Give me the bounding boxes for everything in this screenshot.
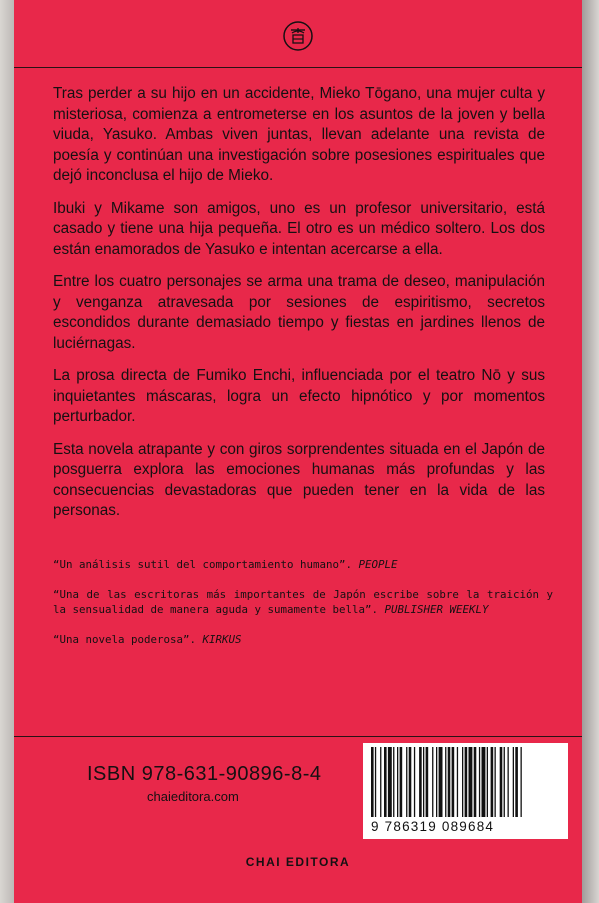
quote-text: “Una novela poderosa”.	[53, 632, 197, 646]
barcode-bar	[474, 747, 477, 817]
barcode-bar	[491, 747, 494, 817]
barcode-bar	[419, 747, 422, 817]
barcode-bar	[495, 747, 496, 817]
barcode-bar	[457, 747, 458, 817]
synopsis	[53, 84, 545, 534]
synopsis-paragraph-4: La prosa directa de Fumiko Enchi, influenciada por el teatro Nō y sus inquietantes máscaras, logra un efecto hipnótico y por momentos perturbador.	[53, 367, 545, 425]
barcode-bar	[436, 747, 437, 817]
barcode-bar	[445, 747, 446, 817]
barcode-bar	[375, 747, 376, 817]
quote-kirkus	[53, 632, 553, 648]
barcode-bar	[439, 747, 443, 817]
book-spine-edge	[0, 0, 14, 903]
barcode-bar	[469, 747, 473, 817]
barcode-bar	[465, 747, 468, 817]
quote-source: KIRKUS	[202, 632, 242, 646]
book-right-edge	[582, 0, 599, 903]
quote-source: PEOPLE	[358, 558, 398, 571]
barcode-bar	[504, 747, 505, 817]
synopsis-paragraph-2: Ibuki y Mikame son amigos, uno es un profesor universitario, está casado y tiene una hija pequeña. El otro es un médico soltero. Los dos están enamorados de Yasuko e intentan acercarse a ella.	[53, 199, 545, 258]
barcode-bar	[448, 747, 451, 817]
barcode	[363, 743, 568, 839]
press-quotes	[53, 557, 553, 661]
bottom-divider	[14, 736, 582, 737]
publisher-name: CHAI EDITORA	[245, 855, 351, 869]
barcode-bar	[397, 747, 398, 817]
quote-text: “Una de las escritoras más importantes de Japón escribe sobre la traición y la sensualidad de manera aguda y sumamente bella”.	[53, 587, 553, 616]
barcode-bar	[487, 747, 488, 817]
barcode-bar	[513, 747, 514, 817]
back-cover	[14, 0, 582, 903]
chai-teacup-logo-icon	[282, 20, 314, 52]
top-divider	[14, 67, 582, 68]
barcode-bar	[482, 747, 486, 817]
barcode-bar	[515, 747, 518, 817]
barcode-bar	[400, 747, 403, 817]
barcode-bar	[508, 747, 509, 817]
barcode-bar	[462, 747, 463, 817]
quote-publisher-weekly	[53, 587, 553, 618]
quote-people	[53, 557, 553, 573]
publisher-website: chaieditora.com	[147, 789, 239, 804]
barcode-bar	[423, 747, 424, 817]
barcode-bar	[426, 747, 429, 817]
barcode-bars	[369, 747, 562, 817]
synopsis-paragraph-1: Tras perder a su hijo en un accidente, Mieko Tōgano, una mujer culta y misteriosa, comienza a entrometerse en los asuntos de la joven y bella viuda, Yasuko. Ambas viven juntas, llevan adelante una revista de poesía y continúan una investigación sobre posesiones espirituales que dejó inconclusa el hijo de Mieko.	[53, 85, 545, 184]
barcode-bar	[500, 747, 503, 817]
isbn-number: ISBN 978-631-90896-8-4	[87, 763, 322, 785]
barcode-bar	[371, 747, 374, 817]
barcode-digits: 9 786319 089684	[371, 819, 495, 834]
barcode-bar	[521, 747, 522, 817]
barcode-bar	[406, 747, 407, 817]
quote-text: “Un análisis sutil del comportamiento humano”.	[53, 558, 353, 571]
barcode-bar	[409, 747, 412, 817]
barcode-bar	[414, 747, 415, 817]
synopsis-paragraph-5: Esta novela atrapante y con giros sorprendentes situada en el Japón de posguerra explora las emociones humanas más profundas y las consecuencias devastadoras que pueden tener en la vida de las personas.	[53, 440, 545, 519]
barcode-bar	[432, 747, 433, 817]
quote-source: PUBLISHER WEEKLY	[384, 603, 489, 616]
barcode-bar	[388, 747, 392, 817]
barcode-bar	[380, 747, 381, 817]
barcode-bar	[384, 747, 387, 817]
barcode-bar	[393, 747, 394, 817]
barcode-bar	[479, 747, 480, 817]
barcode-bar	[452, 747, 455, 817]
synopsis-paragraph-3: Entre los cuatro personajes se arma una trama de deseo, manipulación y venganza atravesada por sesiones de espiritismo, secretos escondidos durante demasiado tiempo y fiestas en jardines llenos de luciérnagas.	[53, 273, 545, 352]
